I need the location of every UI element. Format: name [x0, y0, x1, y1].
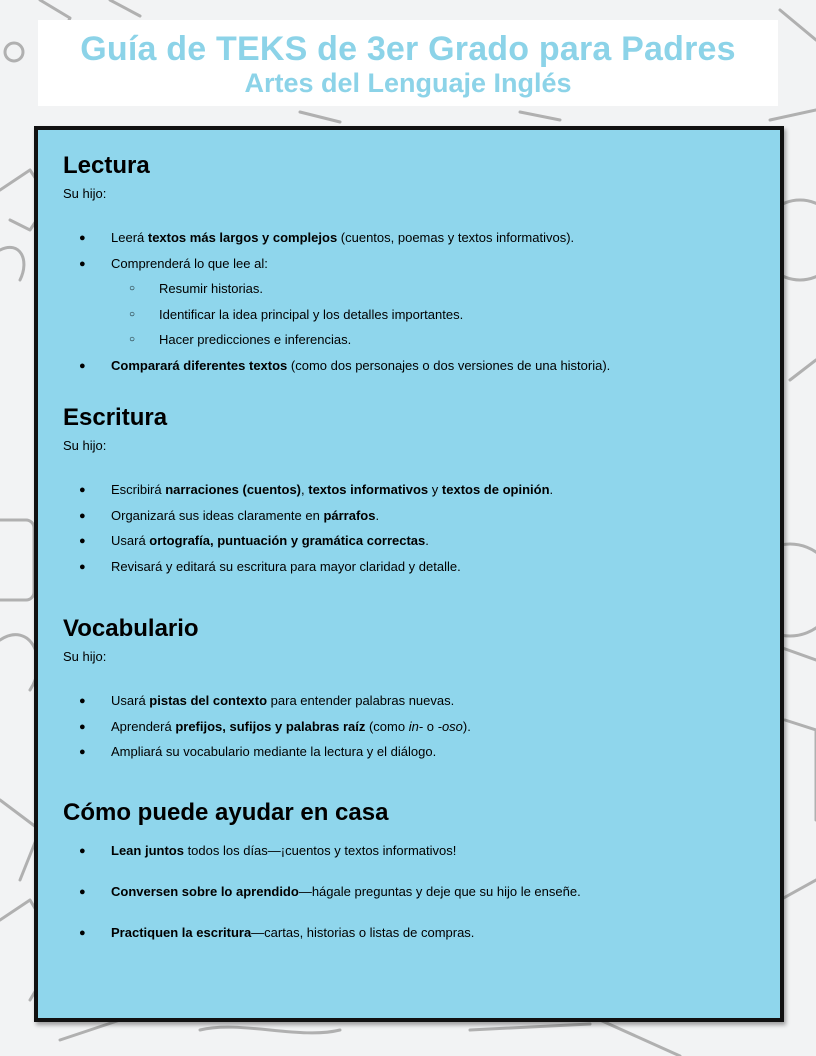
section-lectura: [63, 152, 760, 374]
bullet-icon: ●: [79, 535, 86, 548]
bullet-icon: ●: [79, 359, 86, 372]
text-run: .: [375, 507, 380, 523]
list-item-text: [63, 281, 760, 297]
list-item-text: [63, 508, 760, 524]
list-item-text: [63, 358, 760, 374]
bold-text: pistas del contexto: [149, 693, 268, 708]
text-run: ).: [462, 718, 471, 734]
list-item-text: [63, 230, 760, 246]
text-run: Usará: [111, 693, 150, 708]
bullet-icon: ●: [79, 484, 86, 496]
list-item-text: [63, 307, 760, 323]
content-panel: [34, 126, 784, 1022]
sub-list-item: [63, 332, 760, 348]
section-heading: Lectura: [63, 152, 150, 179]
bold-text: textos informativos: [308, 482, 429, 497]
list-item: [63, 230, 760, 246]
bullet-icon: ●: [79, 509, 86, 522]
sub-list-item: [63, 307, 760, 323]
list-item: [63, 559, 760, 575]
list-item-text: [63, 925, 760, 941]
bullet-list: [63, 693, 760, 760]
bullet-icon: ●: [79, 845, 86, 857]
section-heading: Cómo puede ayudar en casa: [63, 799, 389, 826]
text-run: Identificar la idea principal y los detalles importantes.: [159, 306, 464, 322]
text-run: (como dos personajes o dos versiones de una historia).: [287, 357, 611, 373]
list-item: [63, 693, 760, 709]
bold-text: narraciones (cuentos): [165, 482, 302, 497]
hollow-bullet-icon: ○: [129, 334, 136, 346]
text-run: Leerá: [111, 230, 148, 245]
text-run: Resumir historias.: [159, 281, 264, 297]
text-run: Usará: [111, 533, 150, 549]
text-run: .: [549, 482, 554, 497]
page-subtitle: Artes del Lenguaje Inglés: [244, 68, 572, 98]
text-run: .: [425, 533, 429, 549]
text-run: Ampliará su vocabulario mediante la lectura y el diálogo.: [111, 744, 437, 760]
bullet-icon: ●: [79, 560, 86, 573]
list-item: [63, 358, 760, 374]
bullet-icon: ●: [79, 886, 86, 898]
bold-text: Conversen sobre lo aprendido: [111, 884, 299, 899]
bullet-list: [63, 230, 760, 374]
list-item-text: [63, 744, 760, 760]
title-banner: [38, 20, 778, 106]
text-run: para entender palabras nuevas.: [267, 693, 455, 708]
text-run: Comprenderá lo que lee al:: [111, 255, 268, 271]
text-run: Aprenderá: [111, 718, 176, 734]
section-heading: Vocabulario: [63, 615, 199, 642]
page-title: Guía de TEKS de 3er Grado para Padres: [80, 30, 736, 68]
section-escritura: [63, 404, 760, 575]
text-run: Hacer predicciones e inferencias.: [159, 332, 352, 348]
list-item: [63, 744, 760, 760]
text-run: (como: [365, 718, 409, 734]
list-item-text: [63, 559, 760, 575]
section-intro: Su hijo:: [63, 438, 107, 453]
text-run: y: [428, 482, 442, 497]
list-item-text: [63, 843, 760, 859]
italic-text: in-: [408, 718, 424, 734]
bold-text: prefijos, sufijos y palabras raíz: [175, 718, 366, 734]
list-item: [63, 482, 760, 498]
text-run: Organizará sus ideas claramente en: [111, 507, 324, 523]
text-run: o: [423, 718, 438, 734]
list-item-text: [63, 693, 760, 709]
bullet-list: [63, 843, 760, 941]
hollow-bullet-icon: ○: [129, 283, 136, 295]
sub-list-item: [63, 281, 760, 297]
text-run: Revisará y editará su escritura para mayor claridad y detalle.: [111, 558, 461, 574]
list-item: [63, 843, 760, 859]
list-item-text: [63, 256, 760, 272]
list-item-text: [63, 884, 760, 900]
bullet-icon: ●: [79, 695, 86, 707]
list-item: [63, 719, 760, 735]
section-intro: Su hijo:: [63, 186, 107, 201]
text-run: —cartas, historias o listas de compras.: [251, 925, 475, 940]
list-item-text: [63, 332, 760, 348]
bullet-icon: ●: [79, 232, 86, 244]
list-item: [63, 533, 760, 549]
bold-text: textos más largos y complejos: [147, 230, 338, 245]
bold-text: textos de opinión: [441, 482, 550, 497]
bold-text: Comparará diferentes textos: [111, 357, 288, 373]
bullet-list: [63, 482, 760, 575]
bold-text: Practiquen la escritura: [111, 925, 252, 940]
section-como-ayudar: [63, 799, 760, 941]
text-run: —hágale preguntas y deje que su hijo le enseñe.: [298, 884, 581, 899]
section-heading: Escritura: [63, 404, 168, 431]
hollow-bullet-icon: ○: [129, 308, 136, 320]
list-item: [63, 256, 760, 272]
list-item-text: [63, 719, 760, 735]
list-item: [63, 925, 760, 941]
section-intro: Su hijo:: [63, 649, 107, 664]
bold-text: párrafos: [323, 507, 376, 523]
section-vocabulario: [63, 615, 760, 760]
bold-text: Lean juntos: [111, 843, 184, 858]
list-item-text: [63, 533, 760, 549]
italic-text: -oso: [437, 718, 463, 734]
bold-text: ortografía, puntuación y gramática correctas: [149, 533, 426, 549]
text-run: (cuentos, poemas y textos informativos).: [337, 230, 575, 245]
bullet-icon: ●: [79, 257, 86, 270]
bullet-icon: ●: [79, 720, 86, 733]
list-item: [63, 884, 760, 900]
list-item: [63, 508, 760, 524]
list-item-text: [63, 482, 760, 498]
text-run: todos los días—¡cuentos y textos informativos!: [183, 843, 457, 858]
bullet-icon: ●: [79, 746, 86, 759]
text-run: Escribirá: [111, 482, 166, 497]
text-run: ,: [301, 482, 309, 497]
bullet-icon: ●: [79, 927, 86, 939]
